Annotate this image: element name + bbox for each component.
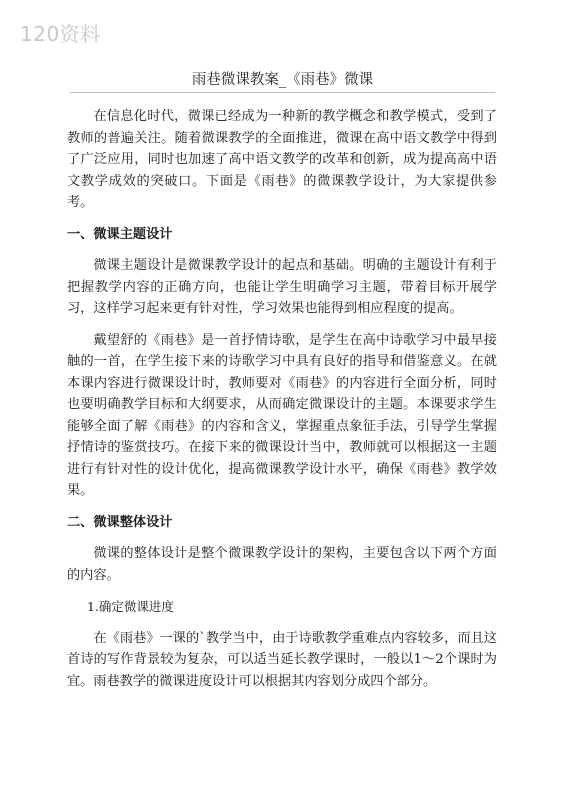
section1-paragraph-2: 戴望舒的《雨巷》是一首抒情诗歌，是学生在高中诗歌学习中最早接触的一首，在学生接下来的诗歌学习中具有良好的指导和借鉴意义。在就本课内容进行微课设计时，教师要对《雨巷》的内容进行全面分析，同时也要明确教学目标和大纲要求，从而确定微课设计的主题。本课要求学生能够全面了解《雨巷》的内容和含义，掌握重点象征手法，引导学生掌握抒情诗的鉴赏技巧。在接下来的微课设计当中，教师就可以根据这一主题进行有针对性的设计优化，提高微课教学设计水平，确保《雨巷》教学效果。: [67, 332, 497, 498]
subheading-schedule: 1.确定微课进度: [87, 599, 174, 614]
document-body: [67, 106, 497, 702]
document-title: 雨巷微课教案_《雨巷》微课: [191, 72, 374, 88]
section-heading-overall-design: 二、微课整体设计: [67, 514, 173, 530]
watermark: 120资料: [20, 22, 101, 46]
section1-paragraph-1: 微课主题设计是微课教学设计的起点和基础。明确的主题设计有利于把握教学内容的正确方向，也能让学生明确学习主题，带着目标开展学习，这样学习起来更有针对性，学习效果也能得到相应程度的提高。: [67, 258, 497, 316]
section-heading-topic-design: 一、微课主题设计: [67, 226, 173, 242]
title-divider: [70, 92, 495, 93]
intro-paragraph: 在信息化时代，微课已经成为一种新的教学概念和教学模式，受到了教师的普遍关注。随着微课教学的全面推进，微课在高中语文教学中得到了广泛应用，同时也加速了高中语文教学的改革和创新，成为提高高中语文教学成效的突破口。下面是《雨巷》的微课教学设计，为大家提供参考。: [67, 109, 497, 210]
section2-paragraph-2: 在《雨巷》一课的`教学当中，由于诗歌教学重难点内容较多，而且这首诗的写作背景较为复杂，可以适当延长教学课时，一般以1～2个课时为宜。雨巷教学的微课进度设计可以根据其内容划分成四个部分。: [67, 630, 497, 689]
section2-paragraph-1: 微课的整体设计是整个微课教学设计的架构，主要包含以下两个方面的内容。: [67, 546, 497, 583]
